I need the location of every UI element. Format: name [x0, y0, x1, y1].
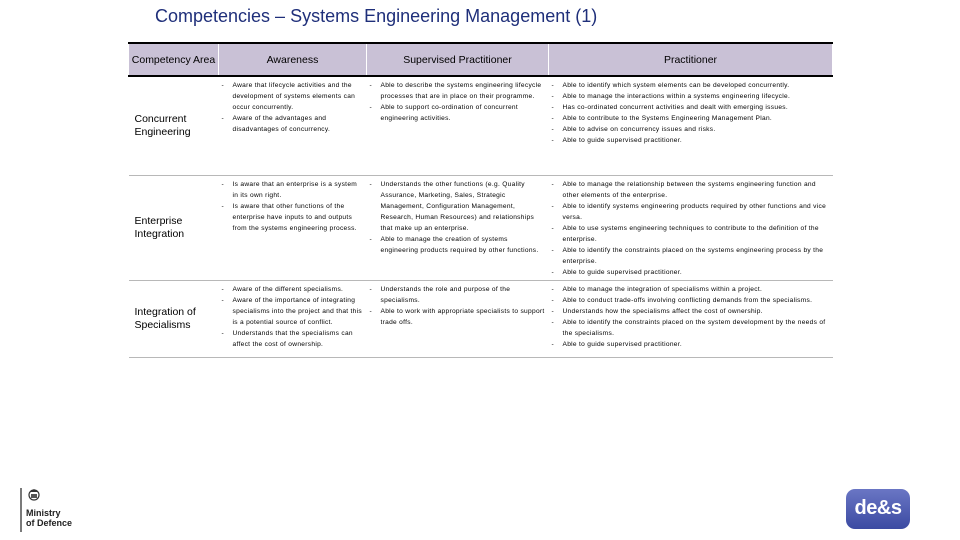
des-logo: de&s: [846, 489, 910, 529]
bullet-item: - Able to guide supervised practitioner.: [549, 339, 831, 350]
table-row: [129, 281, 833, 358]
bullet-item: - Able to advise on concurrency issues and risks.: [549, 124, 831, 135]
bullet-item: - Aware that lifecycle activities and the development of systems elements can occur concurrently.: [219, 80, 365, 113]
bullet-item: - Able to manage the interactions within a systems engineering lifecycle.: [549, 91, 831, 102]
header-practitioner: Practitioner: [549, 43, 833, 76]
bullet-item: - Understands the role and purpose of the specialisms.: [367, 284, 547, 306]
bullet-item: - Able to manage the integration of specialisms within a project.: [549, 284, 831, 295]
practitioner-cell: [549, 76, 833, 176]
supervised-cell: [367, 76, 549, 176]
bullet-item: - Understands that the specialisms can affect the cost of ownership.: [219, 328, 365, 350]
bullet-item: - Has co-ordinated concurrent activities and dealt with emerging issues.: [549, 102, 831, 113]
awareness-cell: [219, 176, 367, 281]
bullet-item: - Able to identify the constraints placed on the systems engineering process by the enterprise.: [549, 245, 831, 267]
bullet-item: - Understands the other functions (e.g. Quality Assurance, Marketing, Sales, Strategic Management, Configuration Management, Research, Human Resources) and relationships that make up an enterprise.: [367, 179, 547, 234]
bullet-item: - Aware of the advantages and disadvantages of concurrency.: [219, 113, 365, 135]
competency-area-cell: Concurrent Engineering: [129, 76, 219, 176]
mod-logo-line: of Defence: [26, 518, 73, 528]
practitioner-cell: [549, 281, 833, 358]
bullet-item: - Able to work with appropriate specialists to support trade offs.: [367, 306, 547, 328]
mod-logo-text: [26, 508, 72, 528]
bullet-item: - Understands how the specialisms affect the cost of ownership.: [549, 306, 831, 317]
header-awareness: Awareness: [219, 43, 367, 76]
practitioner-cell: [549, 176, 833, 281]
supervised-cell: [367, 176, 549, 281]
bullet-item: - Aware of the importance of integrating specialisms into the project and that this is a potential source of conflict.: [219, 295, 365, 328]
bullet-item: - Is aware that other functions of the enterprise have inputs to and outputs from the systems engineering process.: [219, 201, 365, 234]
bullet-item: - Able to conduct trade-offs involving conflicting demands from the specialisms.: [549, 295, 831, 306]
header-supervised-practitioner: Supervised Practitioner: [367, 43, 549, 76]
bullet-item: - Able to guide supervised practitioner.: [549, 135, 831, 146]
bullet-item: - Aware of the different specialisms.: [219, 284, 365, 295]
competency-area-cell: Integration of Specialisms: [129, 281, 219, 358]
competency-table: [128, 42, 833, 358]
competency-area-cell: Enterprise Integration: [129, 176, 219, 281]
bullet-item: - Able to guide supervised practitioner.: [549, 267, 831, 278]
page-title: Competencies – Systems Engineering Management (1): [155, 6, 598, 26]
bullet-item: - Able to manage the creation of systems engineering products required by other functions.: [367, 234, 547, 256]
supervised-cell: [367, 281, 549, 358]
mod-logo-line: Ministry: [26, 508, 61, 518]
bullet-item: - Able to contribute to the Systems Engineering Management Plan.: [549, 113, 831, 124]
table-row: [129, 176, 833, 281]
bullet-item: - Able to identify which system elements can be developed concurrently.: [549, 80, 831, 91]
bullet-item: - Able to identify systems engineering products required by other functions and vice versa.: [549, 201, 831, 223]
bullet-item: - Able to support co-ordination of concurrent engineering activities.: [367, 102, 547, 124]
bullet-item: - Able to describe the systems engineering lifecycle processes that are in place on their programme.: [367, 80, 547, 102]
awareness-cell: [219, 281, 367, 358]
table-header-row: [129, 43, 833, 76]
bullet-item: - Is aware that an enterprise is a system in its own right.: [219, 179, 365, 201]
awareness-cell: [219, 76, 367, 176]
bullet-item: - Able to identify the constraints placed on the system development by the needs of the specialisms.: [549, 317, 831, 339]
bullet-item: - Able to manage the relationship between the systems engineering function and other elements of the enterprise.: [549, 179, 831, 201]
bullet-item: - Able to use systems engineering techniques to contribute to the definition of the enterprise.: [549, 223, 831, 245]
table-row: [129, 76, 833, 176]
header-competency-area: Competency Area: [129, 43, 219, 76]
